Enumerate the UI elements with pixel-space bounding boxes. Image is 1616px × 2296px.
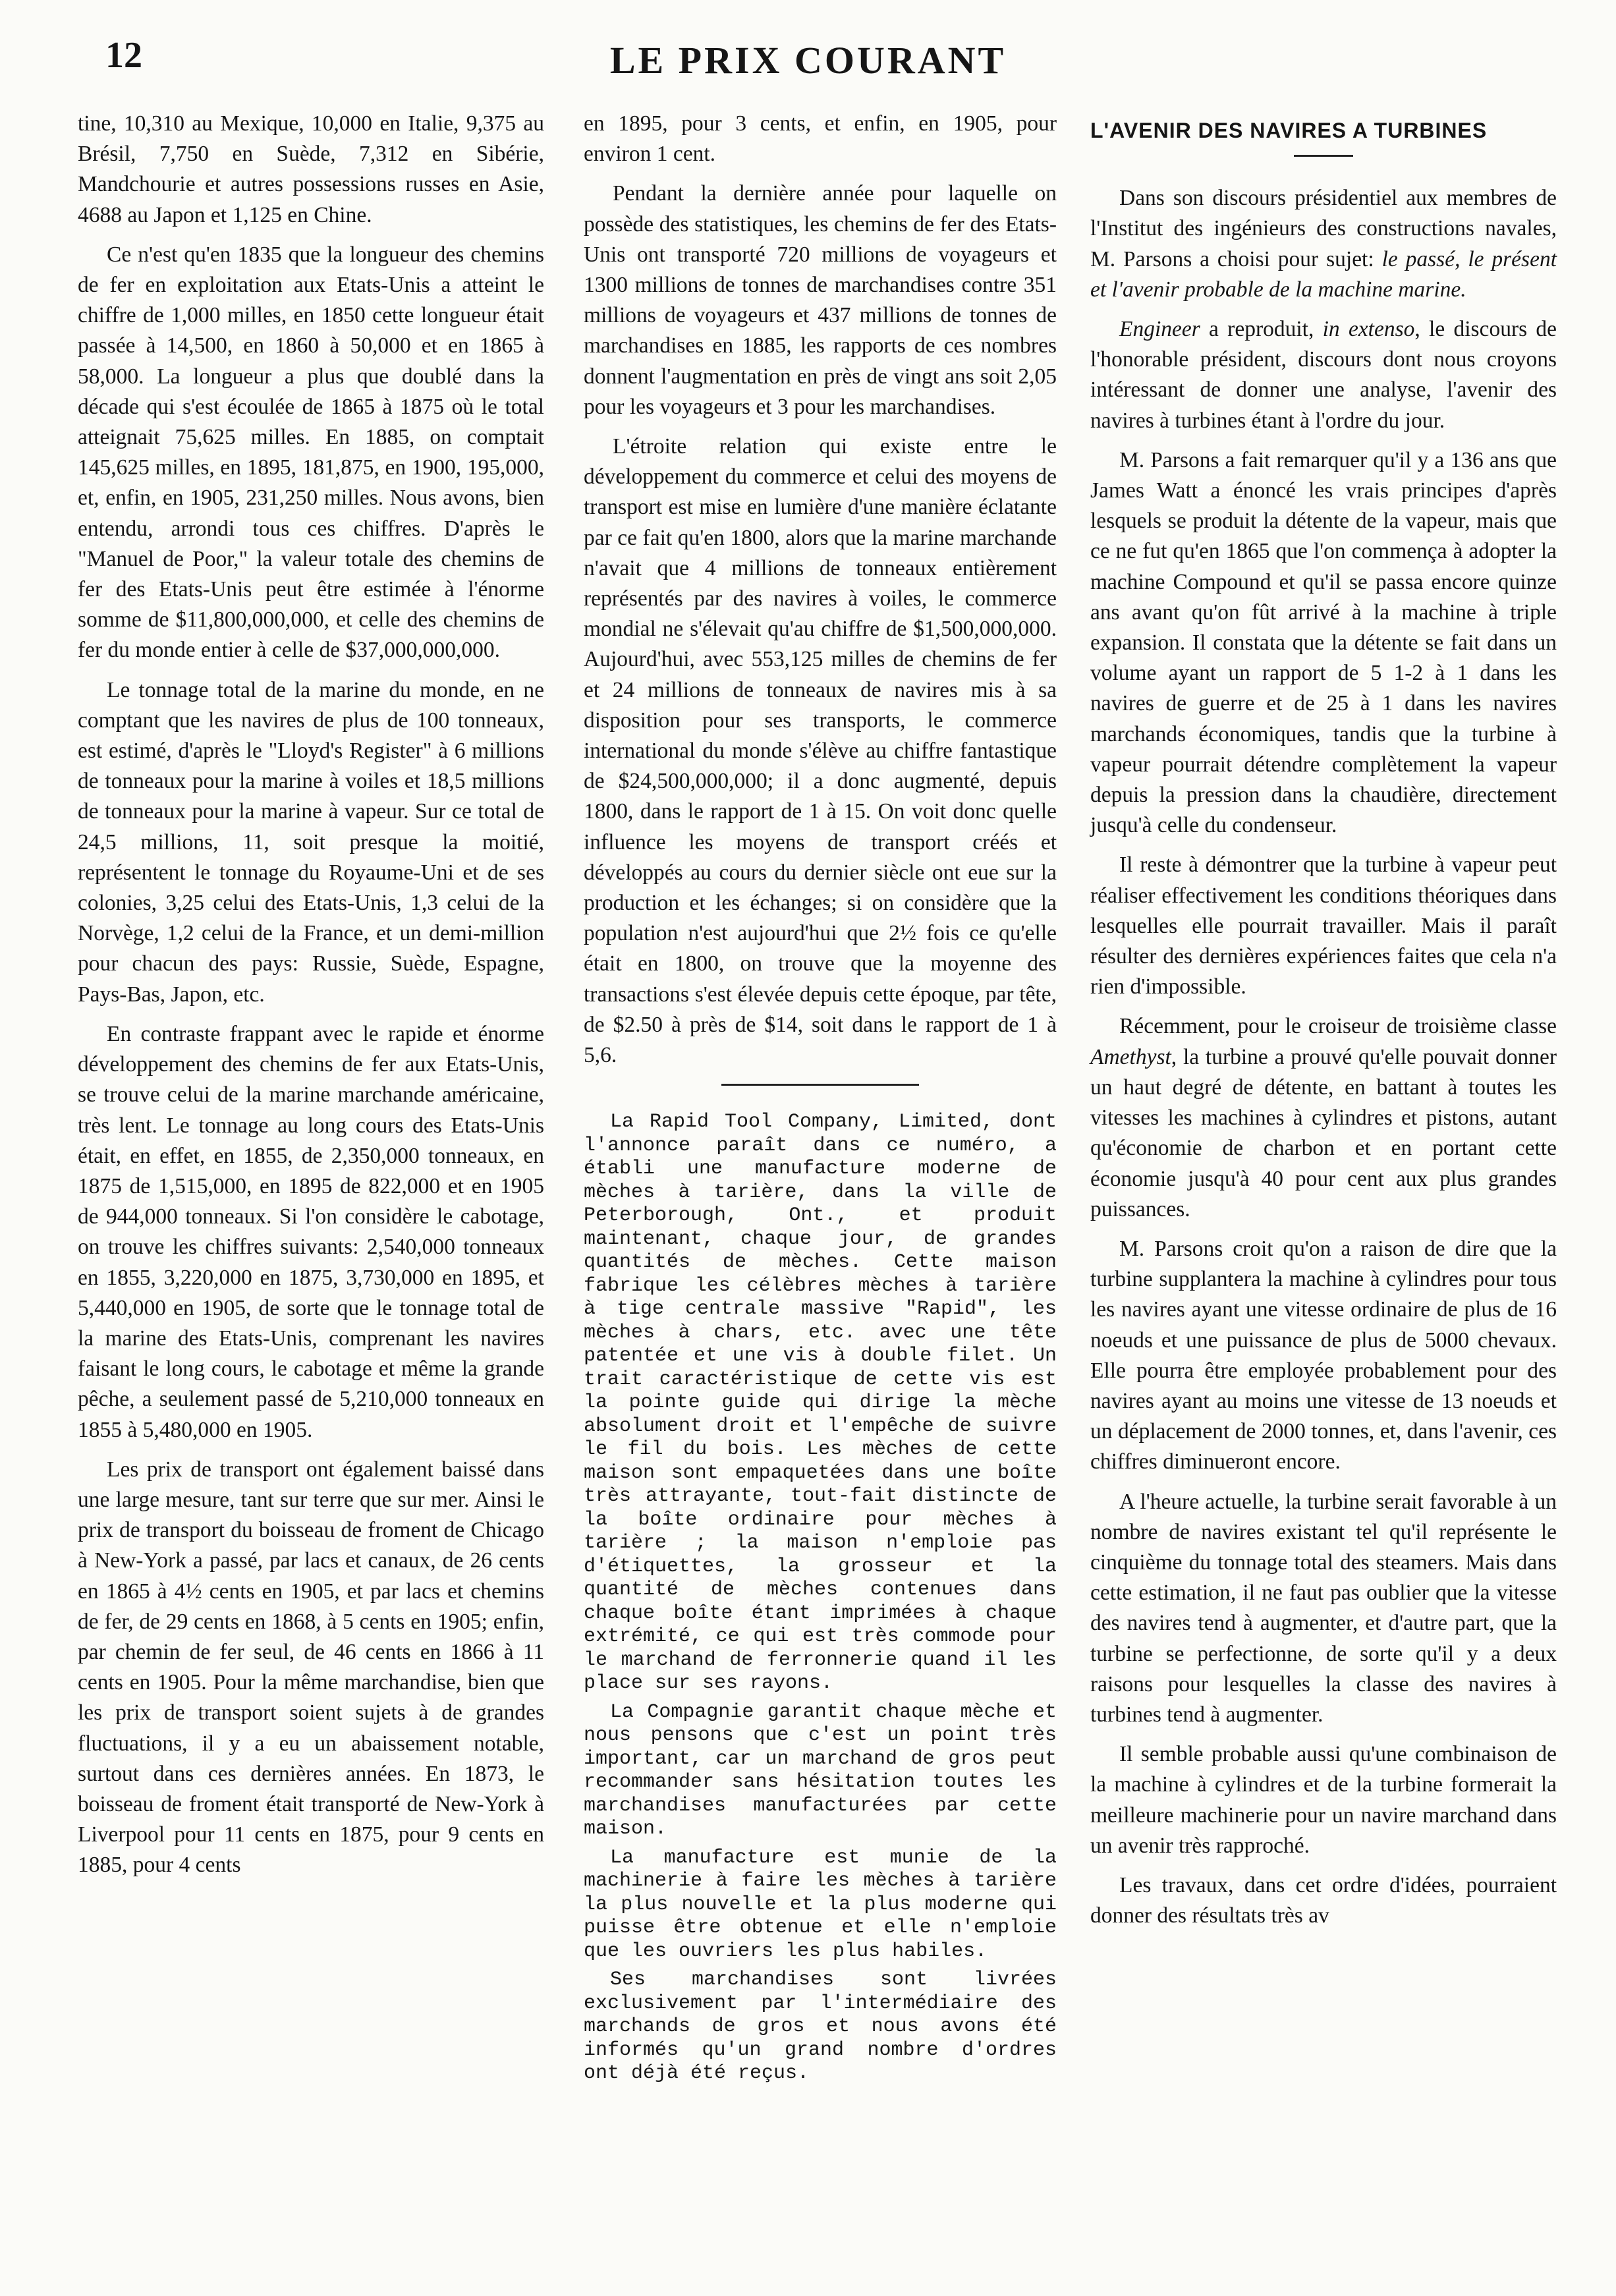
column-1 bbox=[78, 109, 544, 1890]
column-3 bbox=[1090, 109, 1557, 1940]
paragraph: La Compagnie garantit chaque mèche et nous pensons que c'est un point très important, car un marchand de gros peut recommander sans hésitation toutes les marchandises manufacturées par cette maison. bbox=[584, 1700, 1057, 1841]
paragraph: La Rapid Tool Company, Limited, dont l'annonce paraît dans ce numéro, a établi une manufacture moderne de mèches à tarière, dans la ville de Peterborough, Ont., et produit maintenant, chaque jour, de grandes quantités de mèches. Cette maison fabrique les célèbres mèches à tarière à tige centrale massive "Rapid", les mèches à chars, etc. avec une tête patentée et une vis à double filet. Un trait caractéristique de cette vis est la pointe guide qui dirige la mèche absolument droit et l'empêche de suivre le fil du bois. Les mèches de cette maison sont empaquetées dans une boîte très attrayante, tout-fait distincte de la boîte ordinaire pour mèches à tarière ; la maison n'emploie pas d'étiquettes, la grosseur et la quantité de mèches contenues dans chaque boîte étant imprimées à chaque extrémité, ce qui est très commode pour le marchand de ferronnerie quand il les place sur ses rayons. bbox=[584, 1111, 1057, 1695]
paragraph bbox=[1090, 183, 1557, 305]
text-run: Dans son discours présidentiel aux membres de l'Institut des ingénieurs des constructions navales, M. Parsons a choisi pour sujet: bbox=[1090, 186, 1557, 271]
paragraph: M. Parsons croit qu'on a raison de dire que la turbine supplantera la machine à cylindres pour tous les navires ayant une vitesse ordinaire de plus de 16 noeuds et une puissance de plus de 5000 chevaux. Elle pourra être employée probablement pour des navires ayant au moins une vitesse de 13 noeuds et un déplacement de 2000 tonnes, et, dans l'avenir, ces chiffres diminueront encore. bbox=[1090, 1236, 1557, 1474]
paragraph: L'étroite relation qui existe entre le développement du commerce et celui des moyens de transport est mise en lumière d'une manière éclatante par ce fait qu'en 1800, alors que la marine marchande n'avait que 4 millions de tonneaux entièrement représentés par des navires à voiles, le commerce mondial ne s'élevait qu'au chiffre de $1,500,000,000. Aujourd'hui, avec 553,125 milles de chemins de fer et 24 millions de tonneaux de navires mis à sa disposition pour ses transports, le commerce international du monde s'élève au chiffre fantastique de $24,500,000,000; il a donc augmenté, depuis 1800, dans le rapport de 1 à 15. On voit donc quelle influence les moyens de transport créés et développés au cours du dernier siècle ont eue sur la production et les échanges; si on considère que la population n'est aujourd'hui que 2½ fois ce qu'elle était en 1800, on trouve que la moyenne des transactions s'est élevée depuis cette époque, par tête, de $2.50 à près de $14, soit dans le rapport de 1 à 5,6. bbox=[584, 434, 1057, 1068]
paragraph: Ses marchandises sont livrées exclusivement par l'intermédiaire des marchands de gros et nous avons été informés qu'un grand nombre d'ordres ont déjà été reçus. bbox=[584, 1969, 1057, 2085]
masthead-title: LE PRIX COURANT bbox=[609, 39, 1007, 82]
italic-run: in extenso bbox=[1322, 317, 1415, 342]
paragraph: En contraste frappant avec le rapide et énorme développement des chemins de fer aux Etats-Unis, se trouve celui de la marine marchande américaine, très lent. Le tonnage au long cours des Etats-Unis était, en effet, en 1855, de 2,350,000 tonneaux, en 1875 de 1,515,000, en 1895 de 822,000 et en 1905 de 944,000 tonneaux. Si l'on considère le cabotage, on trouve les chiffres suivants: 2,540,000 tonneaux en 1855, 3,220,000 en 1875, 3,730,000 en 1895, et 5,440,000 en 1905, de sorte que le tonnage total de la marine des Etats-Unis, comprenant les navires faisant le long cours, le cabotage et même la grande pêche, a seulement passé de 5,210,000 tonneaux en 1855 à 5,480,000 en 1905. bbox=[78, 1021, 544, 1442]
paragraph: A l'heure actuelle, la turbine serait favorable à un nombre de navires existant tel qu'il représente le cinquième du tonnage total des steamers. Mais dans cette estimation, il ne faut pas oublier que la vitesse des navires tend à augmenter, et d'autre part, que la turbine se perfectionne, de sorte qu'il y a deux raisons pour lesquelles la classe des navires à turbines tend à augmenter. bbox=[1090, 1489, 1557, 1727]
paragraph: Le tonnage total de la marine du monde, en ne comptant que les navires de plus de 100 tonneaux, est estimé, d'après le "Lloyd's Register" à 6 millions de tonneaux pour la marine à voiles et 18,5 millions de tonneaux pour la marine à vapeur. Sur ce total de 24,5 millions, 11, soit presque la moitié, représentent le tonnage du Royaume-Uni et de ses colonies, 3,25 celui des Etats-Unis, 1,3 celui de la Norvège, 1,2 celui de la France, et un demi-million pour chacun des pays: Russie, Suède, Espagne, Pays-Bas, Japon, etc. bbox=[78, 677, 544, 1007]
italic-run: le passé, le présent et l'avenir probable de la machine marine. bbox=[1090, 246, 1557, 302]
heading-divider bbox=[1294, 155, 1353, 157]
paragraph: Il reste à démontrer que la turbine à vapeur peut réaliser effectivement les conditions théoriques dans lesquelles elle pourrait travailler. Mais il paraît résulter des dernières expériences faites que cela n'a rien d'impossible. bbox=[1090, 853, 1557, 999]
paragraph: La manufacture est munie de la machinerie à faire les mèches à tarière la plus nouvelle et la plus moderne qui puisse être obtenue et elle n'emploie que les ouvriers les plus habiles. bbox=[584, 1846, 1057, 1963]
paragraph: tine, 10,310 au Mexique, 10,000 en Italie, 9,375 au Brésil, 7,750 en Suède, 7,312 en Sibérie, Mandchourie et autres possessions russes en Asie, 4688 au Japon et 1,125 en Chine. bbox=[78, 111, 544, 227]
section-divider bbox=[721, 1084, 919, 1086]
article-heading: L'AVENIR DES NAVIRES A TURBINES bbox=[1090, 119, 1488, 142]
text-run: Récemment, pour le croiseur de troisième classe bbox=[1119, 1014, 1557, 1039]
notice-rapid-tool bbox=[584, 1111, 1057, 2086]
paragraph: M. Parsons a fait remarquer qu'il y a 136 ans que James Watt a énoncé les vrais principes d'après lesquels se produit la détente de la vapeur, mais que ce ne fut qu'en 1865 que l'on commença à adopter la machine Compound et qu'il se passa encore quinze ans avant qu'on fût arrivé à la machine à triple expansion. Il constata que la détente se fait dans un volume ayant un rapport de 5 1-2 à 1 dans les navires de guerre et de 25 à 1 dans les navires marchands économiques, tandis que la turbine à vapeur pourrait détendre complètement la vapeur depuis la pression dans la chaudière, directement jusqu'à celle du condenseur. bbox=[1090, 447, 1557, 838]
text-run: a reproduit, bbox=[1200, 317, 1323, 342]
paragraph: Ce n'est qu'en 1835 que la longueur des chemins de fer en exploitation aux Etats-Unis a atteint le chiffre de 1,000 milles, en 1850 cette longueur était passée à 14,500, en 1860 à 50,000 et en 1865 à 58,000. La longueur a plus que doublé dans la décade qui s'est écoulée de 1865 à 1875 où le total atteignait 75,625 milles. En 1885, on comptait 145,625 milles, en 1895, 181,875, en 1900, 195,000, et, enfin, en 1905, 231,250 milles. Nous avons, bien entendu, arrondi tous ces chiffres. D'après le "Manuel de Poor," la valeur totale des chemins de fer des Etats-Unis peut être estimée à l'énorme somme de $11,800,000,000, et celle des chemins de fer du monde entier à celle de $37,000,000,000. bbox=[78, 242, 544, 663]
paragraph bbox=[1090, 1011, 1557, 1224]
page-number: 12 bbox=[105, 35, 142, 76]
column-2 bbox=[584, 109, 1057, 2091]
text-run: , la turbine a prouvé qu'elle pouvait donner un haut degré de détente, en battant à toutes les vitesses les machines à cylindres et pistons, autant qu'économie de charbon et en portant cette économie jusqu'à 40 pour cent aux plus grandes puissances. bbox=[1090, 1044, 1557, 1221]
paragraph: en 1895, pour 3 cents, et enfin, en 1905, pour environ 1 cent. bbox=[584, 111, 1057, 167]
text-run: , le discours de l'honorable président, discours dont nous croyons intéressant de donner une analyse, l'avenir des navires à turbines étant à l'ordre du jour. bbox=[1090, 317, 1557, 433]
italic-run: Amethyst bbox=[1090, 1044, 1171, 1069]
italic-run: Engineer bbox=[1119, 317, 1200, 342]
paragraph bbox=[1090, 314, 1557, 436]
paragraph: Pendant la dernière année pour laquelle on possède des statistiques, les chemins de fer des Etats-Unis ont transporté 720 millions de voyageurs et 1300 millions de tonnes de marchandises contre 351 millions de voyageurs et 437 millions de tonnes de marchandises en 1885, les rapports de ces nombres donnent l'augmentation en près de vingt ans soit 2,05 pour les voyageurs et 3 pour les marchandises. bbox=[584, 181, 1057, 419]
paragraph: Les travaux, dans cet ordre d'idées, pourraient donner des résultats très av bbox=[1090, 1872, 1557, 1928]
paragraph: Les prix de transport ont également baissé dans une large mesure, tant sur terre que sur mer. Ainsi le prix de transport du boisseau de froment de Chicago à New-York a passé, par lacs et canaux, de 26 cents en 1865 à 4½ cents en 1905, et par lacs et chemins de fer, de 29 cents en 1868, à 5 cents en 1905; enfin, par chemin de fer seul, de 46 cents en 1866 à 11 cents en 1905. Pour la même marchandise, bien que les prix de transport soient sujets à de grandes fluctuations, il y a eu un abaissement notable, surtout dans ces dernières années. En 1873, le boisseau de froment était transporté de New-York à Liverpool pour 11 cents en 1875, pour 9 cents en 1885, pour 4 cents bbox=[78, 1457, 544, 1878]
paragraph: Il semble probable aussi qu'une combinaison de la machine à cylindres et de la turbine formerait la meilleure machinerie pour un navire marchand dans un avenir très rapproché. bbox=[1090, 1742, 1557, 1858]
